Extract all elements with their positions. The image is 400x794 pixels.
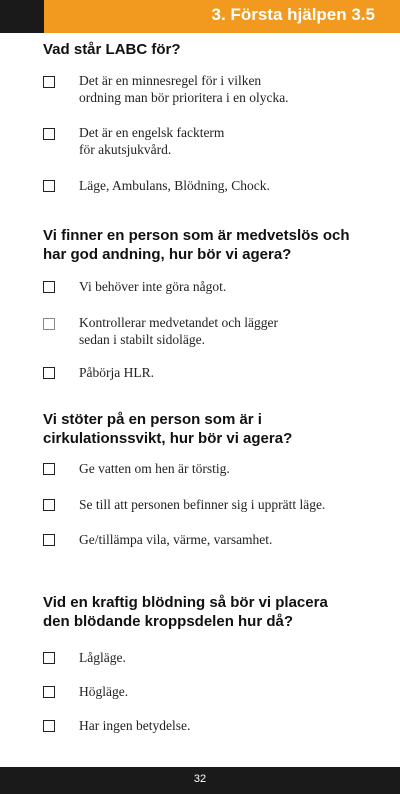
question-line: Vi stöter på en person som är i: [43, 411, 262, 428]
option-text: Ge vatten om hen är törstig.: [79, 461, 230, 476]
question-line: cirkulationssvikt, hur bör vi agera?: [43, 430, 293, 447]
question-2: [43, 226, 373, 264]
question-1: [43, 40, 373, 59]
section-title: 3. Första hjälpen 3.5: [211, 5, 375, 24]
option-text: Se till att personen befinner sig i upprätt läge.: [79, 497, 326, 512]
question-line: den blödande kroppsdelen hur då?: [43, 613, 294, 630]
checkbox[interactable]: [43, 534, 55, 546]
checkbox[interactable]: [43, 686, 55, 698]
checkbox[interactable]: [43, 281, 55, 293]
page-header: [0, 0, 400, 33]
checkbox[interactable]: [43, 76, 55, 88]
question-text: Vad står LABC för?: [43, 41, 181, 58]
option-text: Ge/tillämpa vila, värme, varsamhet.: [79, 532, 273, 547]
question-line: Vi finner en person som är medvetslös och: [43, 227, 350, 244]
option-text: Vi behöver inte göra något.: [79, 279, 227, 294]
question-line: har god andning, hur bör vi agera?: [43, 246, 292, 263]
option-text: Läge, Ambulans, Blödning, Chock.: [79, 178, 270, 193]
header-banner: [44, 0, 400, 33]
checkbox[interactable]: [43, 652, 55, 664]
checkbox[interactable]: [43, 499, 55, 511]
question-3: [43, 410, 373, 448]
option-text: Påbörja HLR.: [79, 365, 154, 380]
checkbox[interactable]: [43, 463, 55, 475]
checkbox[interactable]: [43, 318, 55, 330]
page-footer: [0, 767, 400, 794]
checkbox[interactable]: [43, 720, 55, 732]
option-text: Har ingen betydelse.: [79, 718, 191, 733]
option-text: Kontrollerar medvetandet och lägger sedan i stabilt sidoläge.: [79, 315, 279, 347]
checkbox[interactable]: [43, 128, 55, 140]
option-text: Lågläge.: [79, 650, 126, 665]
option-text: Det är en minnesregel för i vilken ordning man bör prioritera i en olycka.: [79, 73, 289, 105]
option-text: Högläge.: [79, 684, 129, 699]
option-text: Det är en engelsk fackterm för akutsjukvård.: [79, 125, 225, 157]
page-number: 32: [193, 773, 207, 785]
question-line: Vid en kraftig blödning så bör vi placera: [43, 594, 328, 611]
checkbox[interactable]: [43, 367, 55, 379]
question-4: [43, 593, 373, 631]
checkbox[interactable]: [43, 180, 55, 192]
